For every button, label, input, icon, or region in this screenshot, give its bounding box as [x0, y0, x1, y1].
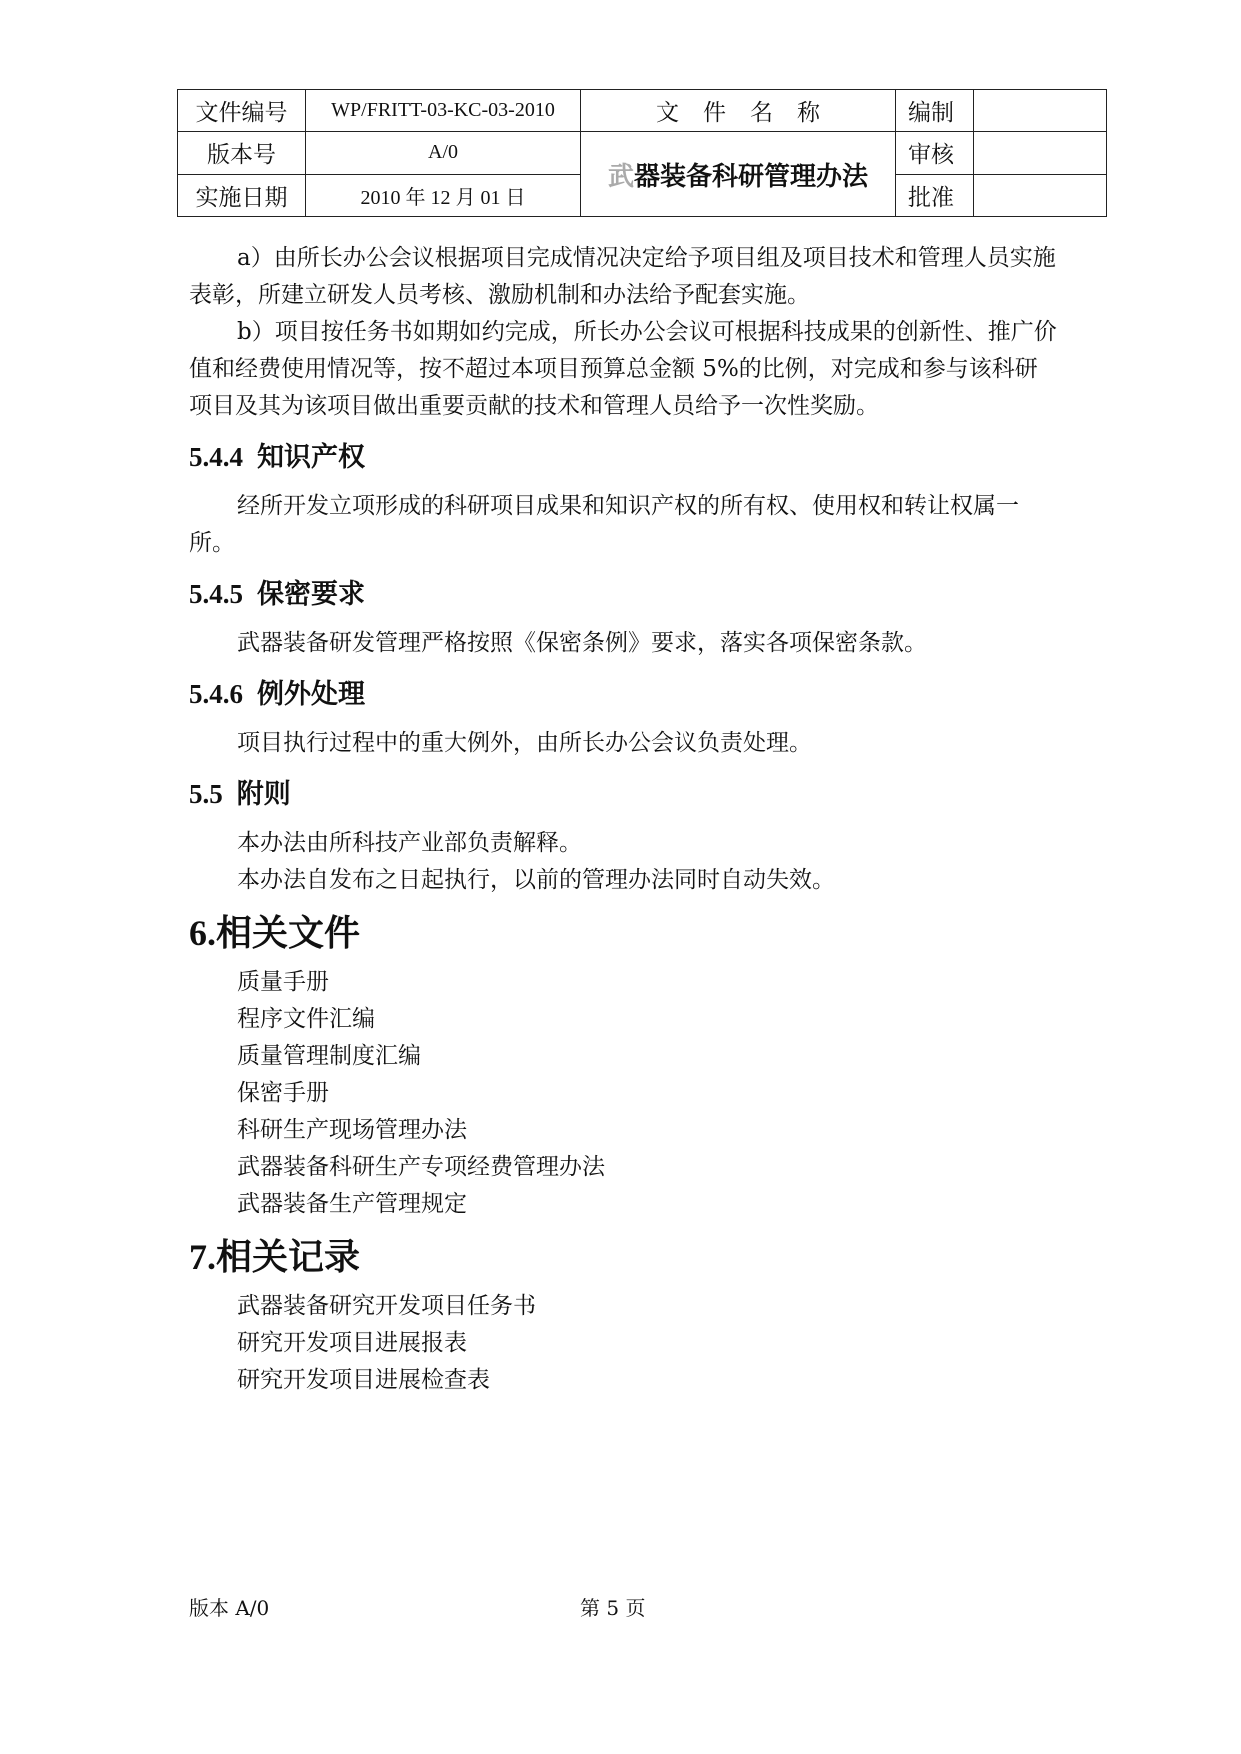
section-number: 5.4.5 [189, 579, 243, 609]
section-title: 附则 [236, 779, 291, 810]
section-title: 知识产权 [257, 442, 365, 473]
document-header-table [177, 89, 1107, 217]
list-item: 武器装备生产管理规定 [237, 1191, 467, 1217]
review-label: 审核 [896, 132, 974, 174]
section-heading-6 [189, 907, 1059, 960]
list-item: 研究开发项目进展报表 [237, 1330, 467, 1356]
file-no-value: WP/FRITT-03-KC-03-2010 [306, 90, 581, 132]
document-body [189, 240, 1059, 1399]
section-title: 相关文件 [216, 913, 361, 954]
file-name-label: 文件名称 [581, 90, 896, 132]
list-item: 研究开发项目进展检查表 [237, 1367, 490, 1393]
approve-label: 批准 [896, 174, 974, 216]
version-value: A/0 [306, 132, 581, 174]
section-heading-5-4-4 [189, 437, 1059, 478]
document-title-first-char: 武 [607, 161, 634, 192]
section-heading-7 [189, 1231, 1059, 1284]
list-item: 科研生产现场管理办法 [237, 1117, 467, 1143]
list-item: 程序文件汇编 [237, 1006, 375, 1032]
section-number: 6. [189, 913, 216, 953]
footer-page-number: 第 5 页 [580, 1596, 646, 1620]
list-item: 本办法自发布之日起执行，以前的管理办法同时自动失效。 [237, 867, 835, 893]
section-text-5-4-5: 武器装备研发管理严格按照《保密条例》要求，落实各项保密条款。 [237, 630, 927, 656]
section-title: 例外处理 [257, 679, 365, 710]
section-text-5-4-6: 项目执行过程中的重大例外，由所长办公会议负责处理。 [237, 730, 812, 756]
footer-version: 版本 A/0 [189, 1596, 270, 1620]
edit-value [974, 90, 1107, 132]
version-label: 版本号 [178, 132, 306, 174]
approve-value [974, 174, 1107, 216]
date-label: 实施日期 [178, 174, 306, 216]
section-number: 7. [189, 1237, 216, 1277]
document-title-rest: 器装备科研管理办法 [634, 161, 869, 192]
review-value [974, 132, 1107, 174]
list-item: 保密手册 [237, 1080, 329, 1106]
section-number: 5.4.4 [189, 442, 243, 472]
list-item: 武器装备研究开发项目任务书 [237, 1293, 536, 1319]
section-heading-5-4-5 [189, 574, 1059, 615]
list-item: 武器装备科研生产专项经费管理办法 [237, 1154, 605, 1180]
section-heading-5-4-6 [189, 674, 1059, 715]
list-item: 本办法由所科技产业部负责解释。 [237, 830, 582, 856]
list-item: 质量手册 [237, 969, 329, 995]
edit-label: 编制 [896, 90, 974, 132]
file-no-label: 文件编号 [178, 90, 306, 132]
section-text-5-4-4: 经所开发立项形成的科研项目成果和知识产权的所有权、使用权和转让权属一所。 [189, 493, 1019, 556]
section-title: 相关记录 [216, 1237, 361, 1278]
date-value: 2010 年 12 月 01 日 [306, 174, 581, 216]
paragraph-a: a）由所长办公会议根据项目完成情况决定给予项目组及项目技术和管理人员实施表彰，所建立研发人员考核、激励机制和办法给予配套实施。 [189, 245, 1056, 308]
paragraph-b: b）项目按任务书如期如约完成，所长办公会议可根据科技成果的创新性、推广价值和经费使用情况等，按不超过本项目预算总金额 5%的比例，对完成和参与该科研项目及其为该项目做出重要贡献的技术和管理人员给予一次性奖励。 [189, 319, 1057, 419]
section-heading-5-5 [189, 774, 1059, 815]
section-title: 保密要求 [257, 579, 365, 610]
section-number: 5.4.6 [189, 679, 243, 709]
list-item: 质量管理制度汇编 [237, 1043, 421, 1069]
section-number: 5.5 [189, 779, 223, 809]
document-title [581, 132, 896, 217]
